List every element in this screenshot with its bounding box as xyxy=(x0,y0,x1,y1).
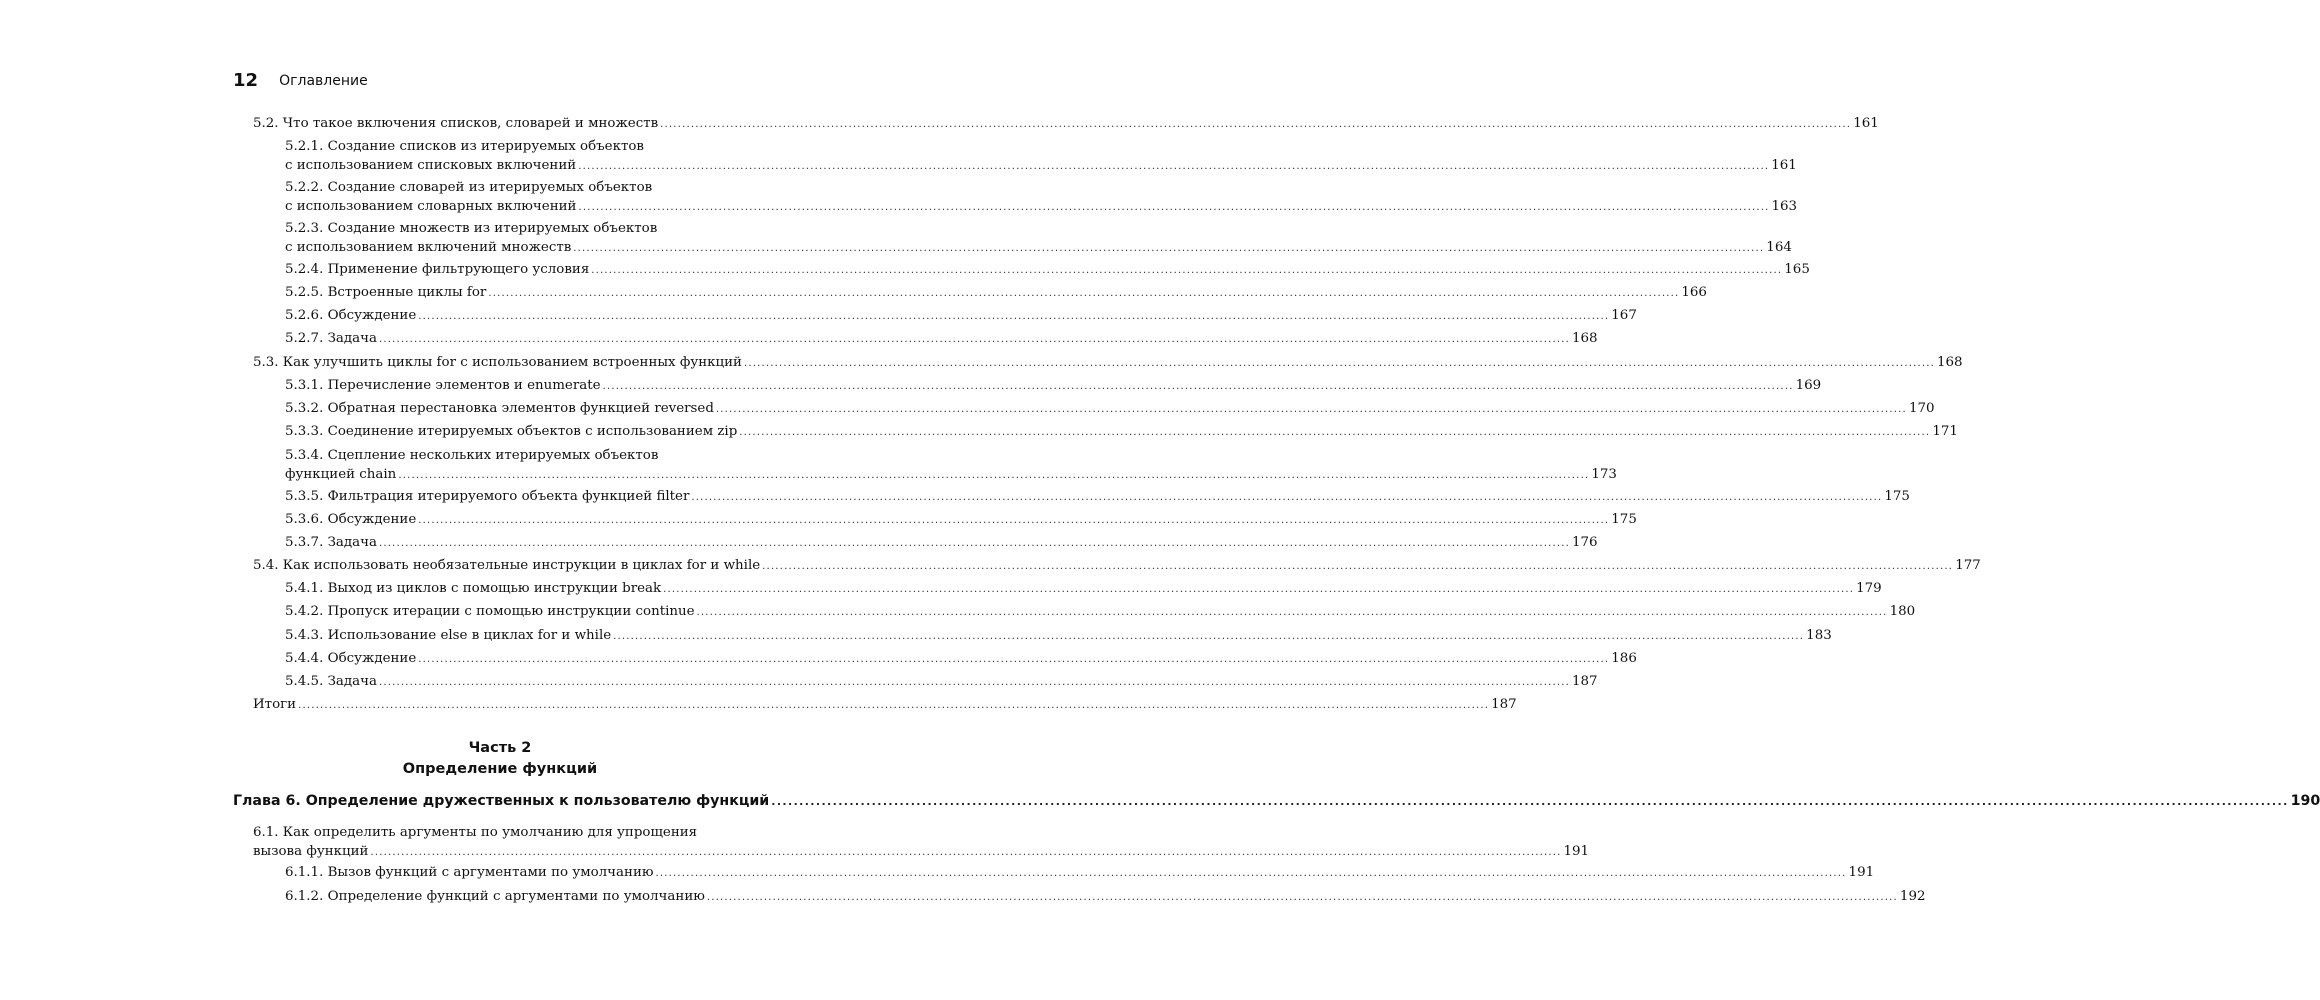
dot-leader xyxy=(660,115,1851,134)
toc-entry-title: 5.3.7. Задача xyxy=(285,535,377,550)
toc-entry-5-2-7 xyxy=(285,329,1598,349)
toc-entry-5-2-5 xyxy=(285,283,1707,303)
dot-leader xyxy=(697,603,1888,622)
toc-entry-page: 161 xyxy=(1771,158,1797,173)
dot-leader xyxy=(739,423,1930,442)
toc-entry-6-1-2 xyxy=(285,887,1926,907)
chapter-title: Глава 6. Определение дружественных к пользователю функций xyxy=(233,793,770,809)
dot-leader xyxy=(663,580,1854,599)
toc-entry-page: 176 xyxy=(1572,535,1598,550)
toc-entry-5-3-4 xyxy=(285,446,1617,485)
toc-entry-5-2-6 xyxy=(285,306,1637,326)
toc-entry-page: 187 xyxy=(1572,674,1598,689)
toc-entry-page: 179 xyxy=(1856,581,1882,596)
toc-entry-page: 171 xyxy=(1932,424,1958,439)
toc-entry-title: 6.1.1. Вызов функций с аргументами по умолчанию xyxy=(285,865,654,880)
toc-entry-title: 5.2.7. Задача xyxy=(285,331,377,346)
toc-entry-5-3-6 xyxy=(285,510,1637,530)
toc-entry-title: 5.4.1. Выход из циклов с помощью инструкции break xyxy=(285,581,662,596)
toc-entry-page: 177 xyxy=(1955,558,1981,573)
toc-entry-title-line1: 5.3.4. Сцепление нескольких итерируемых объектов xyxy=(285,448,659,463)
dot-leader xyxy=(762,557,1953,576)
toc-entry-5-3 xyxy=(253,353,1963,373)
toc-entry-5-4-5 xyxy=(285,672,1598,692)
dot-leader xyxy=(613,627,1804,646)
toc-entry-page: 165 xyxy=(1784,262,1810,277)
page-header xyxy=(233,70,368,91)
toc-entry-title: функцией chain xyxy=(285,467,397,482)
toc-entry-5-2-1 xyxy=(285,137,1797,176)
toc-entry-page: 166 xyxy=(1681,285,1707,300)
dot-leader xyxy=(418,307,1609,326)
toc-entry-page: 175 xyxy=(1611,512,1637,527)
toc-entry-5-3-3 xyxy=(285,422,1958,442)
toc-entry-title: с использованием включений множеств xyxy=(285,240,572,255)
toc-entry-summary xyxy=(253,695,1517,715)
dot-leader xyxy=(691,488,1882,507)
toc-entry-title: 5.3.5. Фильтрация итерируемого объекта функцией filter xyxy=(285,489,690,504)
toc-entry-title: 5.4.4. Обсуждение xyxy=(285,651,417,666)
page-number: 12 xyxy=(233,70,259,91)
dot-leader xyxy=(418,511,1609,530)
dot-leader xyxy=(716,400,1907,419)
dot-leader xyxy=(578,198,1769,217)
dot-leader xyxy=(707,888,1898,907)
chapter-heading xyxy=(233,793,2320,809)
toc-entry-page: 163 xyxy=(1771,199,1798,214)
toc-entry-page: 169 xyxy=(1795,378,1822,393)
running-title: Оглавление xyxy=(279,73,368,89)
toc-entry-page: 168 xyxy=(1936,355,1963,370)
toc-entry-5-4-4 xyxy=(285,649,1637,669)
toc-entry-title-line1: 6.1. Как определить аргументы по умолчанию для упрощения xyxy=(253,825,698,840)
toc-entry-title: с использованием словарных включений xyxy=(285,199,577,214)
toc-entry-title: 5.4.5. Задача xyxy=(285,674,377,689)
toc-entry-page: 168 xyxy=(1572,331,1598,346)
toc-entry-page: 170 xyxy=(1908,401,1935,416)
toc-entry-title-line1: 5.2.1. Создание списков из итерируемых объектов xyxy=(285,139,644,154)
toc-entry-6-1 xyxy=(253,823,1590,862)
dot-leader xyxy=(398,466,1589,485)
dot-leader xyxy=(488,284,1679,303)
toc-entry-title: 5.2.6. Обсуждение xyxy=(285,308,417,323)
dot-leader xyxy=(744,354,1935,373)
toc-entry-title: 5.3.1. Перечисление элементов и enumerate xyxy=(285,378,601,393)
dot-leader xyxy=(771,795,2288,808)
toc-entry-title: 5.3.2. Обратная перестановка элементов функцией reversed xyxy=(285,401,714,416)
toc-entry-5-4-2 xyxy=(285,602,1916,622)
toc-entry-title: 5.3.6. Обсуждение xyxy=(285,512,417,527)
toc-entry-page: 192 xyxy=(1899,889,1926,904)
toc-entry-title: 5.2.5. Встроенные циклы for xyxy=(285,285,487,300)
toc-entry-title: 5.3.3. Соединение итерируемых объектов с использованием zip xyxy=(285,424,738,439)
dot-leader xyxy=(578,157,1769,176)
toc-entry-page: 183 xyxy=(1806,628,1832,643)
toc-entry-page: 173 xyxy=(1591,467,1617,482)
dot-leader xyxy=(379,673,1570,692)
toc-entry-title: вызова функций xyxy=(253,844,369,859)
dot-leader xyxy=(603,377,1794,396)
dot-leader xyxy=(379,534,1570,553)
toc-entry-5-2-2 xyxy=(285,178,1798,217)
toc-entry-page: 186 xyxy=(1611,651,1637,666)
dot-leader xyxy=(418,650,1609,669)
chapter-page: 190 xyxy=(2290,793,2320,809)
dot-leader xyxy=(379,330,1570,349)
toc-entry-page: 161 xyxy=(1853,116,1879,131)
toc-entry-title: 5.4.2. Пропуск итерации с помощью инструкции continue xyxy=(285,604,695,619)
toc-entry-title: с использованием списковых включений xyxy=(285,158,577,173)
dot-leader xyxy=(370,843,1561,862)
toc-entry-title: 5.2.4. Применение фильтрующего условия xyxy=(285,262,590,277)
toc-entry-5-4-1 xyxy=(285,579,1882,599)
toc-entry-page: 191 xyxy=(1848,865,1875,880)
toc-entry-6-1-1 xyxy=(285,863,1875,883)
toc-entry-title: 5.4. Как использовать необязательные инструкции в циклах for и while xyxy=(253,558,761,573)
toc-entry-page: 167 xyxy=(1611,308,1637,323)
toc-entry-page: 180 xyxy=(1889,604,1916,619)
toc-entry-page: 175 xyxy=(1884,489,1910,504)
toc-entry-page: 191 xyxy=(1563,844,1590,859)
toc-entry-5-2-3 xyxy=(285,219,1792,258)
toc-entry-5-2 xyxy=(253,114,1879,134)
dot-leader xyxy=(298,696,1489,715)
dot-leader xyxy=(573,239,1764,258)
toc-entry-5-4-3 xyxy=(285,626,1832,646)
dot-leader xyxy=(656,864,1847,883)
toc-entry-5-2-4 xyxy=(285,260,1810,280)
part-title: Определение функций xyxy=(402,761,598,777)
toc-entry-title: 6.1.2. Определение функций с аргументами по умолчанию xyxy=(285,889,705,904)
toc-entry-5-3-7 xyxy=(285,533,1598,553)
toc-entry-title: Итоги xyxy=(253,697,297,712)
toc-entry-title-line1: 5.2.3. Создание множеств из итерируемых объектов xyxy=(285,221,658,236)
dot-leader xyxy=(591,261,1782,280)
toc-entry-title-line1: 5.2.2. Создание словарей из итерируемых объектов xyxy=(285,180,653,195)
part-label: Часть 2 xyxy=(468,740,532,756)
toc-entry-page: 187 xyxy=(1491,697,1517,712)
toc-entry-title: 5.2. Что такое включения списков, словарей и множеств xyxy=(253,116,659,131)
toc-entry-title: 5.3. Как улучшить циклы for с использованием встроенных функций xyxy=(253,355,742,370)
toc-entry-5-3-1 xyxy=(285,376,1822,396)
toc-entry-5-3-5 xyxy=(285,487,1910,507)
toc-entry-title: 5.4.3. Использование else в циклах for и while xyxy=(285,628,612,643)
toc-entry-page: 164 xyxy=(1766,240,1792,255)
toc-entry-5-4 xyxy=(253,556,1981,576)
toc-entry-5-3-2 xyxy=(285,399,1935,419)
